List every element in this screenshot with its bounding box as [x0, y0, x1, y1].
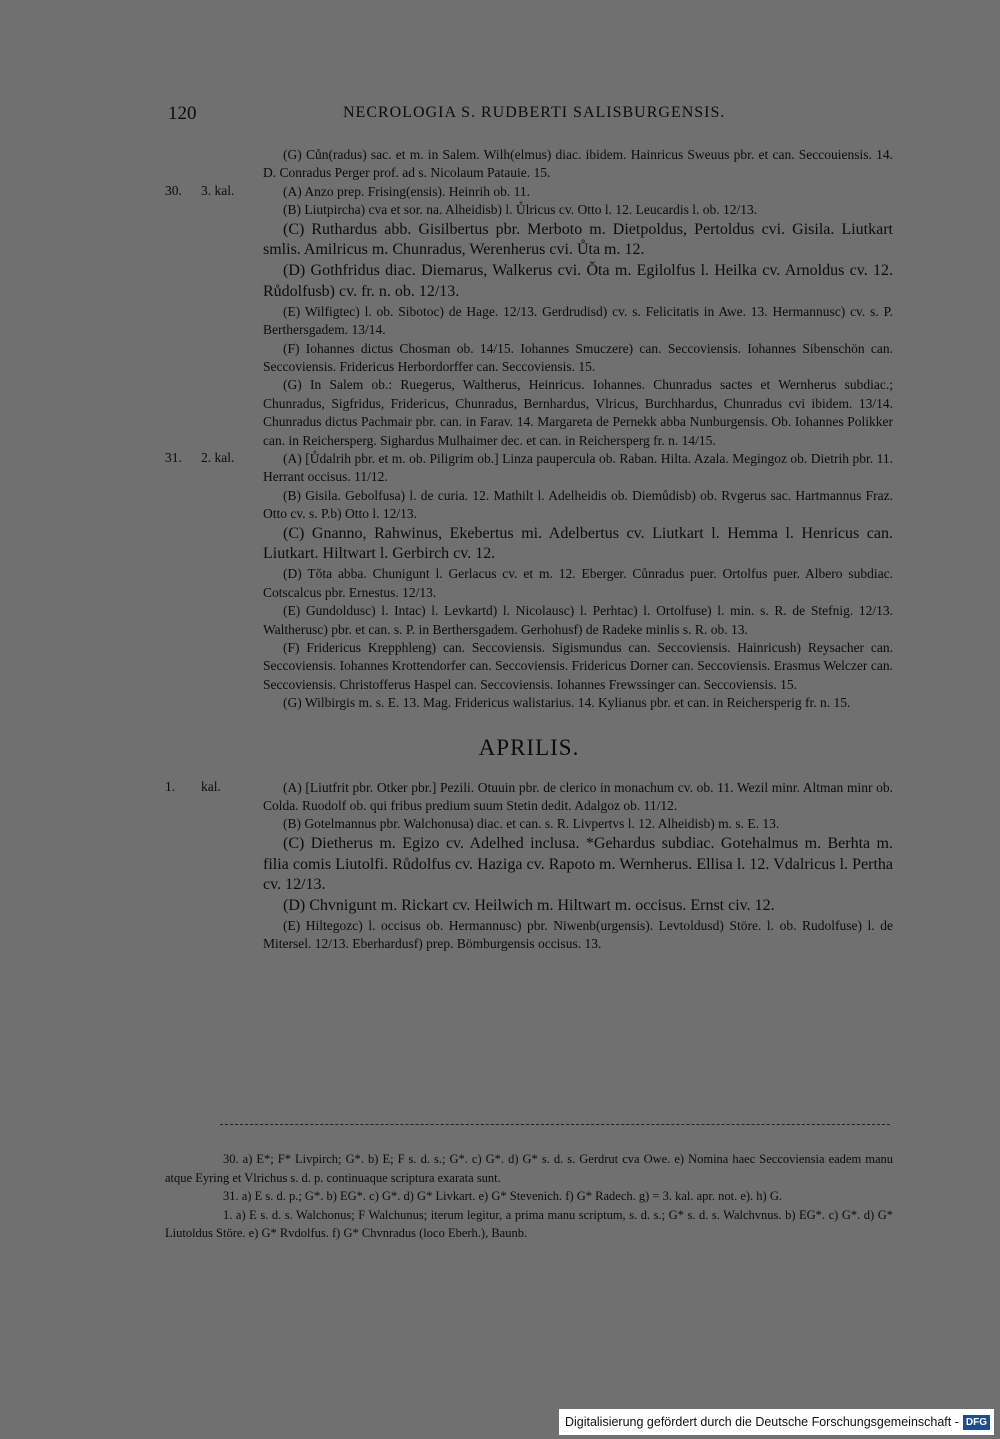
- day-number: 30.: [165, 182, 182, 198]
- footnotes: [165, 1150, 893, 1243]
- dfg-logo: DFG: [963, 1415, 990, 1430]
- entry-c: (C) Gnanno, Rahwinus, Ekebertus mi. Adelbertus cv. Liutkart l. Hemma l. Henricus can. Liutkart. Hiltwart l. Gerbirch cv. 12.: [263, 524, 893, 563]
- necrology-body: [165, 146, 893, 954]
- kalends-label: 3. kal.: [201, 182, 235, 198]
- entry-d: (D) Tŏta abba. Chunigunt l. Gerlacus cv. et m. 12. Eberger. Cůnradus puer. Ortolfus puer. Albero subdiac. Cotscalcus pbr. Ernestus. 12/13.: [263, 566, 893, 600]
- entry-a: (A) Anzo prep. Frising(ensis). Heinrih ob. 11.: [283, 183, 530, 199]
- entry-g: (G) In Salem ob.: Ruegerus, Waltherus, Heinricus. Iohannes. Chunradus sactes et Wernherus subdiac.; Chunradus, Sigfridus, Fridericus, Chunradus, Bernhardus, Vlricus, Burchhardus, Chunradus cvi ibidem. 13/14. Chunradus dictus Pachmair pbr. can. in Farav. 14. Margareta de Pernekk abba Nunburgensis. Ob. Iohannes Polikker can. in Reichersperg. Sighardus Mulhaimer dec. et can. in Reichersperg fr. n. 14/15.: [263, 377, 893, 448]
- kalends-label: 2. kal.: [201, 450, 235, 466]
- entry-d: (D) Chvnigunt m. Rickart cv. Heilwich m. Hiltwart m. occisus. Ernst civ. 12.: [283, 897, 775, 915]
- footnote-march-30: 30. a) E*; F* Livpirch; G*. b) E; F s. d. s.; G*. c) G*. d) G* s. d. s. Gerdrut cva Owe. e) Nomina haec Seccoviensia eadem manu atque Eyring et Vlrichus s. d. p. continuaque scriptura exarata sunt.: [165, 1152, 893, 1185]
- funding-notice: Digitalisierung gefördert durch die Deutsche Forschungsgemeinschaft -: [564, 1415, 959, 1429]
- footnote-divider: [220, 1124, 890, 1125]
- entry-d: (D) Gothfridus diac. Diemarus, Walkerus cvi. Ŏta m. Egilolfus l. Heilka cv. Arnoldus cv. 12. Růdolfusb) cv. fr. n. ob. 12/13.: [263, 262, 893, 301]
- entry-b: (B) Liutpircha) cva et sor. na. Alheidisb) l. Ůlricus cv. Otto l. 12. Leucardis l. ob. 12/13.: [283, 202, 758, 218]
- running-header: [168, 103, 888, 129]
- entry-e: (E) Hiltegozc) l. occisus ob. Hermannusc) pbr. Niwenb(urgensis). Levtoldusd) Störe. l. ob. Rudolfuse) l. de Mitersel. 12/13. Eberhardusf) prep. Bömburgensis occisus. 13.: [263, 917, 893, 952]
- day-march-31: [165, 450, 893, 712]
- running-title: NECROLOGIA S. RUDBERTI SALISBURGENSIS.: [343, 104, 726, 121]
- entry-e: (E) Wilfigtec) l. ob. Sibotoc) de Hage. 12/13. Gerdrudisd) cv. s. Felicitatis in Awe. 13. Hermannusc) cv. s. P. Berthersgadem. 13/14.: [263, 303, 893, 338]
- kalends-label: kal.: [201, 778, 221, 794]
- entry-f: (F) Fridericus Krepphleng) can. Seccoviensis. Sigismundus can. Seccoviensis. Hainricush) Reysacher can. Seccoviensis. Iohannes Krottendorfer can. Seccoviensis. Fridericus Dorner can. Seccoviensis. Erasmus Welczer can. Seccoviensis. Christofferus Haspel can. Seccoviensis. Iohannes Frewssinger can. Seccoviensis. 15.: [263, 639, 893, 692]
- entry-march-29-g: (G) Cůn(radus) sac. et m. in Salem. Wilh(elmus) diac. ibidem. Hainricus Sweuus pbr. et can. Seccouiensis. 14. D. Conradus Perger prof. ad s. Nicolaum Patauie. 15.: [263, 147, 893, 181]
- entry-a: (A) [Ůdalrih pbr. et m. ob. Piligrim ob.] Linza paupercula ob. Raban. Hilta. Azala. Megingoz ob. Dietrih pbr. 11. Herrant occisus. 11/12.: [263, 451, 893, 485]
- day-number: 31.: [165, 450, 182, 466]
- page-number: 120: [168, 103, 197, 124]
- month-heading: APRILIS.: [478, 734, 580, 760]
- entry-e: (E) Gundoldusc) l. Intac) l. Levkartd) l. Nicolausc) l. Perhtac) l. Ortolfuse) l. min. s. R. de Stefnig. 12/13. Waltherusc) pbr. et can. s. P. in Berthersgadem. Gerhohusf) de Radeke minlis s. R. ob. 13.: [263, 603, 893, 637]
- day-april-1: [165, 779, 893, 954]
- entry-c: (C) Ruthardus abb. Gisilbertus pbr. Merboto m. Dietpoldus, Pertoldus cvi. Gisila. Liutkart smlis. Amilricus m. Chunradus, Werenherus cvi. Ůta m. 12.: [263, 220, 893, 259]
- entry-b: (B) Gotelmannus pbr. Walchonusa) diac. et can. s. R. Livpertvs l. 12. Alheidisb) m. s. E. 13.: [283, 816, 780, 832]
- day-march-30: [165, 183, 893, 450]
- entry-c: (C) Dietherus m. Egizo cv. Adelhed inclusa. *Gehardus subdiac. Gotehalmus m. Berhta m. filia comis Liutolfi. Růdolfus cv. Haziga cv. Rapoto m. Wernherus. Ellisa l. 12. Vdalricus l. Pertha cv. 12/13.: [263, 834, 893, 894]
- footnote-march-31: 31. a) E s. d. p.; G*. b) EG*. c) G*. d) G* Livkart. e) G* Stevenich. f) G* Radech. g) = 3. kal. apr. not. e). h) G.: [223, 1189, 782, 1203]
- march-29-continuation: [165, 146, 893, 183]
- footnote-april-1: 1. a) E s. d. s. Walchonus; F Walchunus; iterum legitur, a prima manu scriptum, s. d. s.; G* s. d. s. Walchvnus. b) EG*. c) G*. d) G* Liutoldus Störe. e) G* Rvdolfus. f) G* Chvnradus (loco Eberh.), Baunb.: [165, 1207, 893, 1240]
- entry-f: (F) Iohannes dictus Chosman ob. 14/15. Iohannes Smuczere) can. Seccoviensis. Iohannes Sibenschön can. Seccoviensis. Fridericus Herbordorffer can. Seccoviensis. 15.: [263, 340, 893, 375]
- day-number: 1.: [165, 778, 176, 794]
- entry-b: (B) Gisila. Gebolfusa) l. de curia. 12. Mathilt l. Adelheidis ob. Diemůdisb) ob. Rvgerus sac. Hartmannus Fraz. Otto cv. s. P.b) Otto l. 12/13.: [263, 487, 893, 522]
- entry-g: (G) Wilbirgis m. s. E. 13. Mag. Fridericus walistarius. 14. Kylianus pbr. et can. in Reichersperig fr. n. 15.: [283, 695, 851, 711]
- entry-a: (A) [Liutfrit pbr. Otker pbr.] Pezili. Otuuin pbr. de clerico in monachum cv. ob. 11. Wezil minr. Altman minr ob. Colda. Ruodolf ob. qui fribus predium suum Stetin dedit. Adalgoz ob. 11/12.: [263, 779, 893, 813]
- dfg-footer: [559, 1409, 994, 1435]
